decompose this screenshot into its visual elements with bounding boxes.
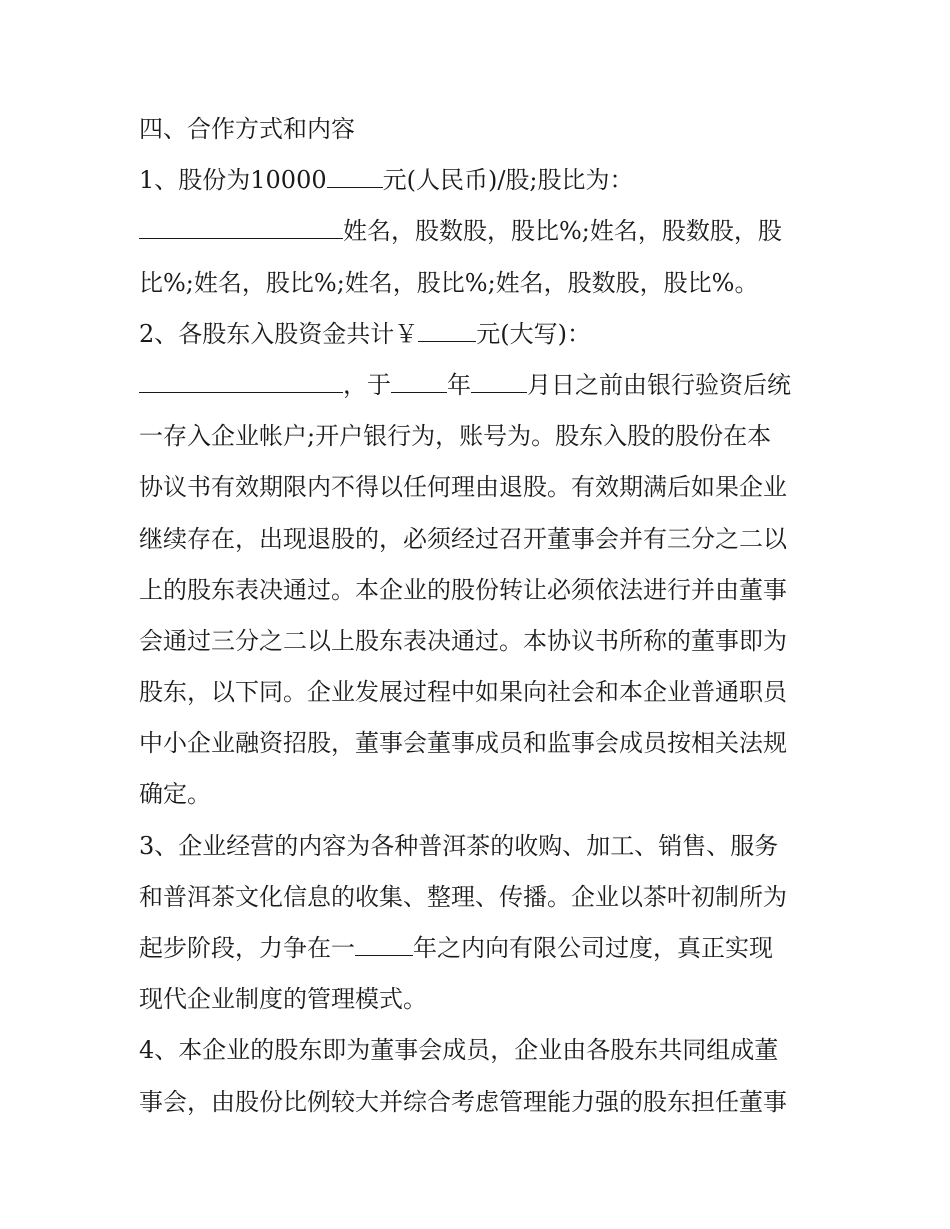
clause-2-line-7: 会通过三分之二以上股东表决通过。本协议书所称的董事即为 — [139, 626, 787, 655]
text-segment: 元(人民币)/股;股比为： — [382, 166, 634, 195]
clause-3-line-3 — [139, 923, 819, 974]
text-segment: 年之内向有限公司过度，真正实现 — [413, 934, 773, 962]
text-segment: 姓名，股数股，股比%;姓名，股数股，股 — [343, 217, 782, 246]
clause-4-line-1: 4、本企业的股东即为董事会成员，企业由各股东共同组成董 — [139, 1036, 779, 1065]
clause-2-line-10: 确定。 — [139, 780, 211, 809]
text-segment: 起步阶段，力争在一 — [139, 934, 355, 962]
fill-blank — [327, 168, 383, 188]
text-segment: ，于 — [343, 370, 391, 399]
fill-blank — [418, 322, 476, 342]
clause-2-line-6: 上的股东表决通过。本企业的股份转让必须依法进行并由董事 — [139, 575, 787, 604]
clause-3-line-1: 3、企业经营的内容为各种普洱茶的收购、加工、销售、服务 — [139, 831, 779, 860]
fill-blank — [391, 373, 447, 393]
fill-blank — [355, 936, 413, 956]
document-body — [139, 104, 819, 1128]
clause-3-line-4: 现代企业制度的管理模式。 — [139, 985, 427, 1014]
clause-2-line-4: 协议书有效期限内不得以任何理由退股。有效期满后如果企业 — [139, 473, 787, 502]
text-segment: 月日之前由银行验资后统 — [527, 370, 791, 399]
clause-2-line-1 — [139, 309, 819, 360]
clause-4-line-2: 事会，由股份比例较大并综合考虑管理能力强的股东担任董事 — [139, 1087, 787, 1116]
text-segment: 1、股份为10000 — [139, 166, 327, 195]
clause-2-line-9: 中小企业融资招股，董事会董事成员和监事会成员按相关法规 — [139, 729, 787, 758]
clause-2-line-2 — [139, 360, 819, 411]
clause-1-line-1 — [139, 155, 819, 206]
clause-2-line-5: 继续存在，出现退股的，必须经过召开董事会并有三分之二以 — [139, 524, 787, 553]
clause-1-line-2 — [139, 206, 819, 257]
fill-blank — [471, 373, 527, 393]
text-segment: 元(大写)： — [476, 319, 592, 348]
fill-blank — [139, 219, 343, 239]
fill-blank — [139, 373, 343, 393]
clause-2-line-3: 一存入企业帐户;开户银行为，账号为。股东入股的股份在本 — [139, 422, 772, 451]
text-segment: 2、各股东入股资金共计￥ — [139, 319, 419, 348]
clause-1-line-3: 比%;姓名，股比%;姓名，股比%;姓名，股数股，股比%。 — [139, 268, 759, 297]
clause-3-line-2: 和普洱茶文化信息的收集、整理、传播。企业以茶叶初制所为 — [139, 882, 787, 911]
section-heading: 四、合作方式和内容 — [139, 115, 355, 143]
text-segment: 年 — [447, 370, 471, 399]
clause-2-line-8: 股东，以下同。企业发展过程中如果向社会和本企业普通职员 — [139, 678, 787, 707]
